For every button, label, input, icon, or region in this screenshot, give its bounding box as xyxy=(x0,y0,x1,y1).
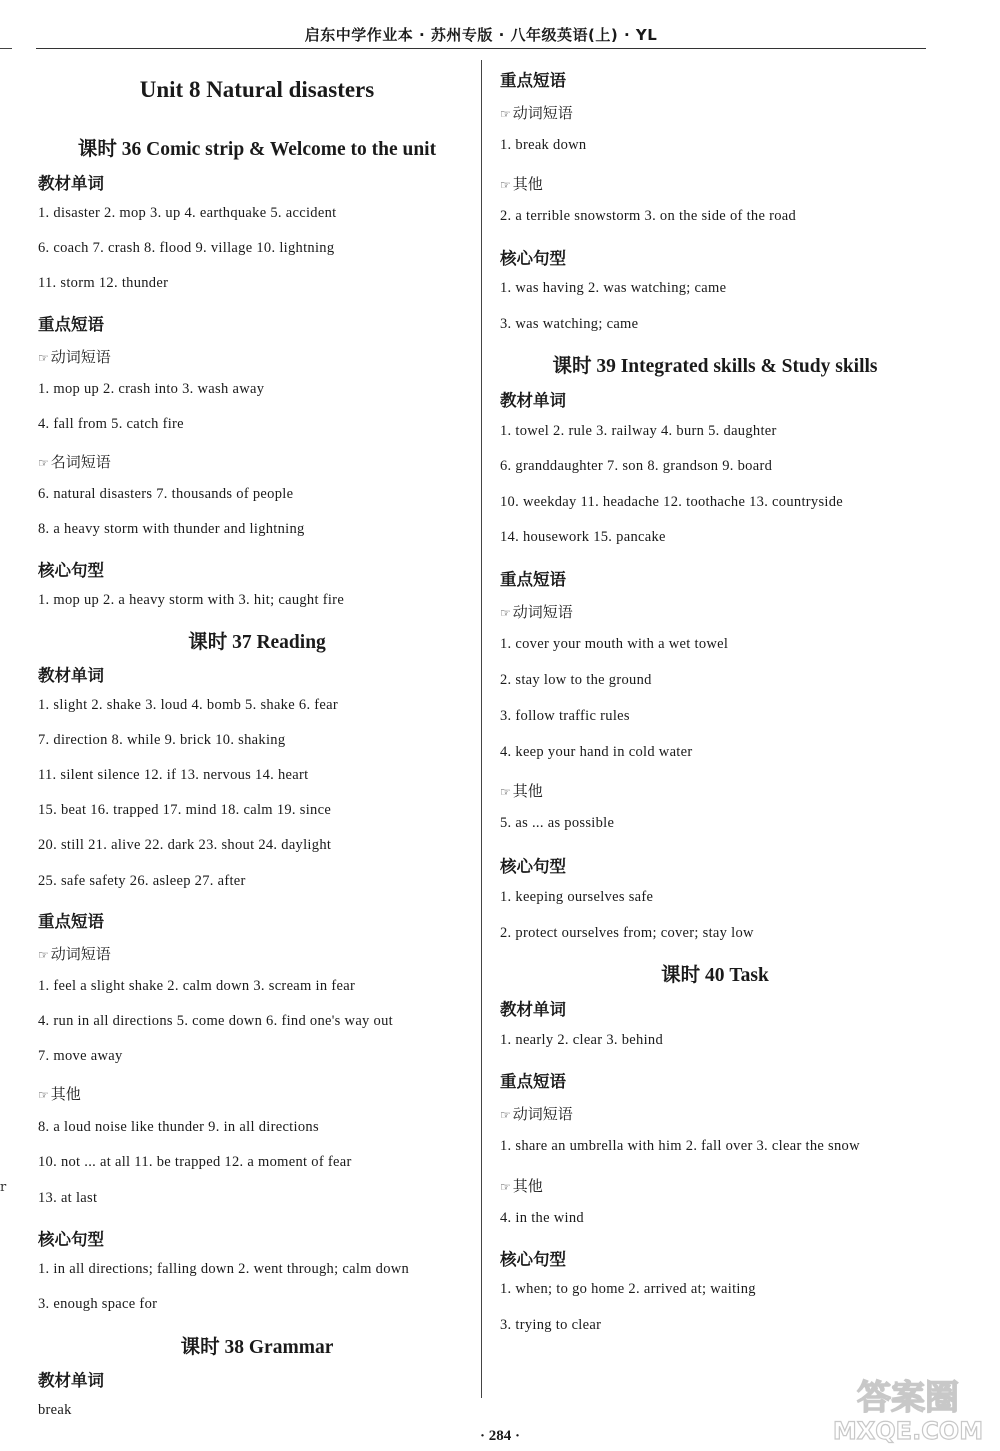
subsection-label: ☞ 其他 xyxy=(500,1177,543,1195)
list-item: 25. safe safety 26. asleep 27. after xyxy=(38,873,246,889)
list-item: 3. was watching; came xyxy=(500,316,639,332)
list-item: 1. mop up 2. crash into 3. wash away xyxy=(38,381,265,397)
list-item: 1. cover your mouth with a wet towel xyxy=(500,636,729,652)
subsection-label: ☞ 动词短语 xyxy=(38,945,111,963)
list-item: 4. in the wind xyxy=(500,1210,584,1226)
lesson-39-title: 课时 39 Integrated skills & Study skills xyxy=(552,356,878,377)
subsection-label: ☞ 其他 xyxy=(500,175,543,193)
watermark-bottom-text: MXQE.COM xyxy=(832,1417,984,1445)
page-number: · 284 · xyxy=(479,1428,520,1444)
lesson-36-title: 课时 36 Comic strip & Welcome to the unit xyxy=(77,139,437,160)
list-item: 11. storm 12. thunder xyxy=(38,275,169,291)
list-item: 10. weekday 11. headache 12. toothache 13. countryside xyxy=(500,494,844,510)
list-item: 1. feel a slight shake 2. calm down 3. scream in fear xyxy=(38,978,356,994)
section-heading: 重点短语 xyxy=(38,912,104,931)
list-item: 14. housework 15. pancake xyxy=(500,529,666,545)
pointing-hand-icon: ☞ xyxy=(38,1088,48,1102)
list-item: 6. coach 7. crash 8. flood 9. village 10. lightning xyxy=(38,240,335,256)
list-item: 1. towel 2. rule 3. railway 4. burn 5. daughter xyxy=(500,423,777,439)
subsection-label: ☞ 其他 xyxy=(500,782,543,800)
list-item: 11. silent silence 12. if 13. nervous 14. heart xyxy=(38,767,309,783)
list-item: 3. trying to clear xyxy=(500,1317,602,1333)
section-heading: 核心句型 xyxy=(38,561,104,580)
section-heading: 教材单词 xyxy=(500,391,566,410)
pointing-hand-icon: ☞ xyxy=(500,107,510,121)
list-item: 5. as ... as possible xyxy=(500,815,615,831)
list-item: 1. mop up 2. a heavy storm with 3. hit; caught fire xyxy=(38,592,345,608)
section-heading: 重点短语 xyxy=(500,1072,566,1091)
list-item: 2. stay low to the ground xyxy=(500,672,652,688)
section-heading: 教材单词 xyxy=(38,174,104,193)
pointing-hand-icon: ☞ xyxy=(500,178,510,192)
list-item: 2. a terrible snowstorm 3. on the side of the road xyxy=(500,208,797,224)
list-item: 7. move away xyxy=(38,1048,123,1064)
section-heading: 教材单词 xyxy=(500,1000,566,1019)
list-item: 1. keeping ourselves safe xyxy=(500,889,654,905)
subsection-label: ☞ 名词短语 xyxy=(38,453,111,471)
list-item: 1. disaster 2. mop 3. up 4. earthquake 5. accident xyxy=(38,205,337,221)
edge-fragment: r xyxy=(0,1180,7,1195)
list-item: 20. still 21. alive 22. dark 23. shout 24. daylight xyxy=(38,837,332,853)
list-item: 2. protect ourselves from; cover; stay low xyxy=(500,925,754,941)
list-item: 1. in all directions; falling down 2. went through; calm down xyxy=(38,1261,410,1277)
pointing-hand-icon: ☞ xyxy=(500,1108,510,1122)
list-item: 1. when; to go home 2. arrived at; waiting xyxy=(500,1281,756,1297)
section-heading: 教材单词 xyxy=(38,666,104,685)
pointing-hand-icon: ☞ xyxy=(38,351,48,365)
section-heading: 核心句型 xyxy=(500,1250,566,1269)
section-heading: 重点短语 xyxy=(38,315,104,334)
section-heading: 核心句型 xyxy=(38,1230,104,1249)
list-item: 6. granddaughter 7. son 8. grandson 9. board xyxy=(500,458,773,474)
margin-rule xyxy=(0,48,12,49)
list-item: 7. direction 8. while 9. brick 10. shaking xyxy=(38,732,286,748)
lesson-38-title: 课时 38 Grammar xyxy=(180,1337,334,1358)
subsection-label: ☞ 动词短语 xyxy=(500,603,573,621)
unit-title: Unit 8 Natural disasters xyxy=(139,77,375,102)
subsection-label: ☞ 动词短语 xyxy=(500,104,573,122)
watermark-top-text: 答案圈 xyxy=(857,1378,959,1418)
subsection-label: ☞ 其他 xyxy=(38,1085,81,1103)
list-item: 6. natural disasters 7. thousands of people xyxy=(38,486,294,502)
list-item: 1. nearly 2. clear 3. behind xyxy=(500,1032,664,1048)
pointing-hand-icon: ☞ xyxy=(500,606,510,620)
list-item: 13. at last xyxy=(38,1190,98,1206)
lesson-40-title: 课时 40 Task xyxy=(661,965,769,986)
list-item: 4. keep your hand in cold water xyxy=(500,744,693,760)
column-divider xyxy=(481,60,482,1398)
list-item: 3. follow traffic rules xyxy=(500,708,630,724)
section-heading: 重点短语 xyxy=(500,71,566,90)
section-heading: 核心句型 xyxy=(500,249,566,268)
lesson-37-title: 课时 37 Reading xyxy=(188,632,326,653)
list-item: 1. slight 2. shake 3. loud 4. bomb 5. shake 6. fear xyxy=(38,697,339,713)
list-item: 3. enough space for xyxy=(38,1296,158,1312)
pointing-hand-icon: ☞ xyxy=(500,1180,510,1194)
list-item: 1. was having 2. was watching; came xyxy=(500,280,727,296)
list-item: 15. beat 16. trapped 17. mind 18. calm 19. since xyxy=(38,802,332,818)
list-item: 4. run in all directions 5. come down 6. find one's way out xyxy=(38,1013,393,1029)
pointing-hand-icon: ☞ xyxy=(38,948,48,962)
subsection-label: ☞ 动词短语 xyxy=(500,1105,573,1123)
pointing-hand-icon: ☞ xyxy=(500,785,510,799)
subsection-label: ☞ 动词短语 xyxy=(38,348,111,366)
section-heading: 重点短语 xyxy=(500,570,566,589)
section-heading: 核心句型 xyxy=(500,857,566,876)
list-item: break xyxy=(38,1402,72,1418)
watermark-logo xyxy=(820,1375,990,1445)
list-item: 1. share an umbrella with him 2. fall over 3. clear the snow xyxy=(500,1138,860,1154)
list-item: 8. a loud noise like thunder 9. in all directions xyxy=(38,1119,319,1135)
list-item: 10. not ... at all 11. be trapped 12. a moment of fear xyxy=(38,1154,352,1170)
pointing-hand-icon: ☞ xyxy=(38,456,48,470)
section-heading: 教材单词 xyxy=(38,1371,104,1390)
list-item: 4. fall from 5. catch fire xyxy=(38,416,184,432)
running-header: 启东中学作业本 · 苏州专版 · 八年级英语(上) · YL xyxy=(36,24,926,49)
list-item: 8. a heavy storm with thunder and lightning xyxy=(38,521,305,537)
list-item: 1. break down xyxy=(500,137,587,153)
